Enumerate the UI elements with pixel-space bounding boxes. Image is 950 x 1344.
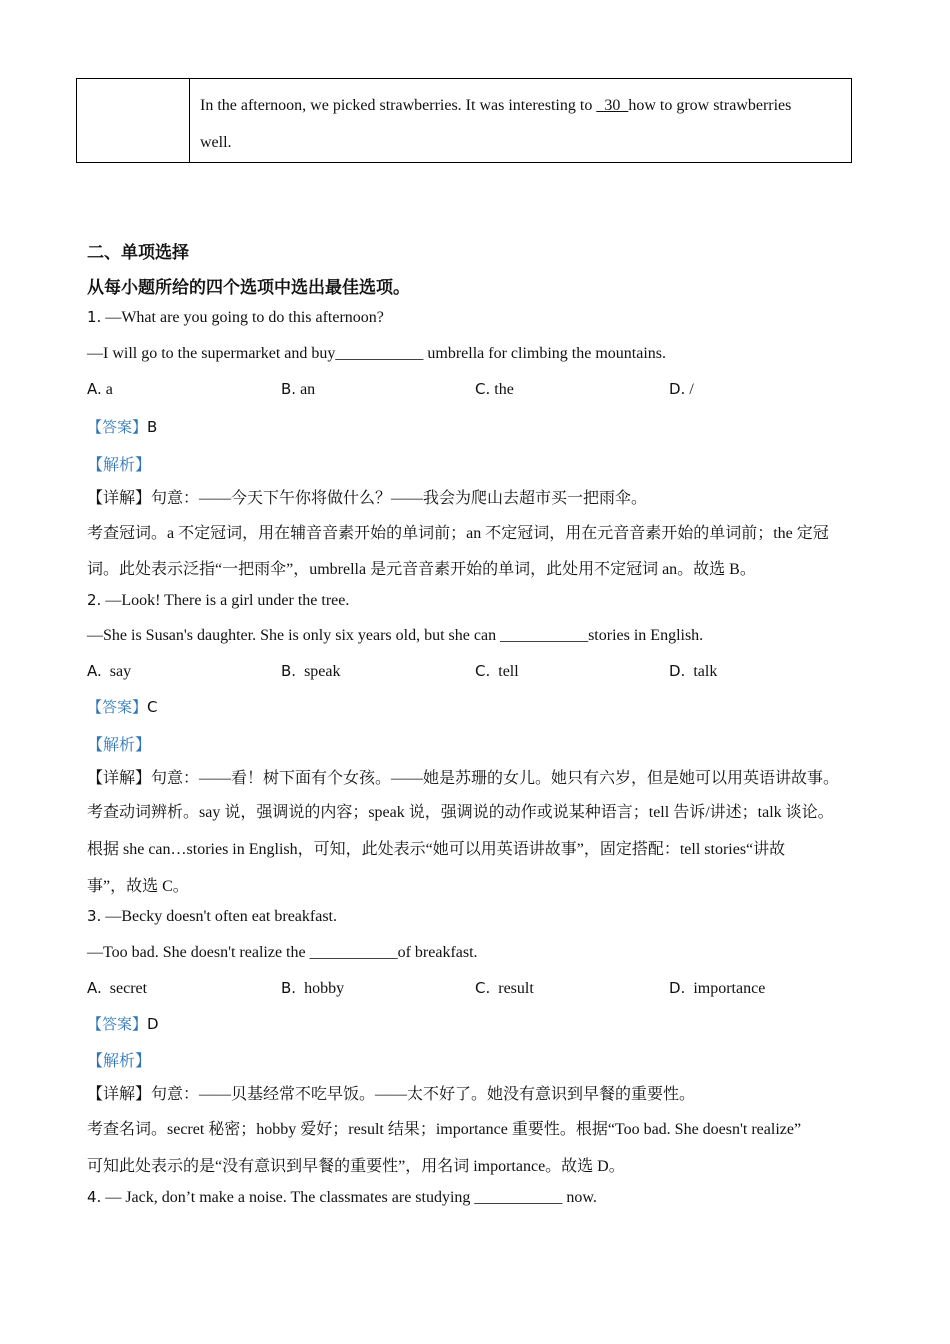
q3-option-d[interactable]: D. importance	[669, 979, 766, 997]
table-text-wrap: well.	[200, 134, 232, 151]
q1-detail-3: 词。此处表示泛指“一把雨伞”，umbrella 是元音音素开始的单词，此处用不定冠词 an。故选 B。	[87, 561, 756, 578]
q1-option-c[interactable]: C. the	[475, 380, 514, 398]
question-2-line1	[87, 591, 349, 610]
q2-option-a[interactable]: A. say	[87, 662, 132, 680]
q3-detail-3: 可知此处表示的是“没有意识到早餐的重要性”，用名词 importance。故选 D。	[87, 1158, 625, 1175]
q2-option-d[interactable]: D. talk	[669, 662, 718, 680]
table-right-cell	[190, 79, 851, 162]
section-heading: 二、单项选择	[87, 243, 189, 263]
question-3-line1	[87, 907, 337, 926]
question-4-line1	[87, 1188, 597, 1207]
q2-answer: 【答案】C	[87, 698, 158, 716]
q2-detail-2: 考查动词辨析。say 说，强调说的内容；speak 说，强调说的动作或说某种语言；tell 告诉/讲述；talk 谈论。	[87, 804, 834, 821]
q3-option-a[interactable]: A. secret	[87, 979, 148, 997]
question-1-line1	[87, 308, 384, 327]
q1-option-d[interactable]: D. /	[669, 380, 694, 398]
question-3-number: 3.	[87, 907, 102, 925]
table-left-cell	[77, 79, 190, 162]
q1-detail-2: 考查冠词。a 不定冠词，用在辅音音素开始的单词前；an 不定冠词，用在元音音素开始的单词前；the 定冠	[87, 525, 829, 542]
q1-analysis-label: 【解析】	[87, 457, 152, 474]
question-4-prompt: — Jack, don’t make a noise. The classmates are studying ___________ now.	[105, 1189, 597, 1206]
question-2-line2: —She is Susan's daughter. She is only six years old, but she can ___________stories in English.	[87, 627, 704, 644]
q3-answer: 【答案】D	[87, 1015, 159, 1033]
q3-detail-2: 考查名词。secret 秘密；hobby 爱好；result 结果；importance 重要性。根据“Too bad. She doesn't realize”	[87, 1121, 802, 1138]
q1-answer: 【答案】B	[87, 418, 158, 436]
question-3-prompt: —Becky doesn't often eat breakfast.	[105, 908, 337, 925]
q2-option-c[interactable]: C. tell	[475, 662, 519, 680]
q2-detail-3: 根据 she can…stories in English，可知，此处表示“她可以用英语讲故事”，固定搭配：tell stories“讲故	[87, 841, 786, 858]
question-1-number: 1.	[87, 308, 102, 326]
q1-detail-1: 【详解】句意：——今天下午你将做什么？——我会为爬山去超市买一把雨伞。	[87, 490, 648, 507]
q2-detail-1: 【详解】句意：——看！树下面有个女孩。——她是苏珊的女儿。她只有六岁，但是她可以用英语讲故事。	[87, 770, 840, 787]
q1-option-b[interactable]: B. an	[281, 380, 316, 398]
table-text-after: how to grow strawberries	[628, 97, 792, 114]
q1-option-a[interactable]: A. a	[87, 380, 113, 398]
blank-30: 30	[596, 97, 629, 114]
q2-analysis-label: 【解析】	[87, 737, 152, 754]
q3-detail-1: 【详解】句意：——贝基经常不吃早饭。——太不好了。她没有意识到早餐的重要性。	[87, 1086, 696, 1103]
q2-detail-4: 事”，故选 C。	[87, 878, 189, 895]
q3-analysis-label: 【解析】	[87, 1053, 152, 1070]
question-3-line2: —Too bad. She doesn't realize the ___________of breakfast.	[87, 944, 478, 961]
question-2-prompt: —Look! There is a girl under the tree.	[105, 592, 350, 609]
q3-option-c[interactable]: C. result	[475, 979, 534, 997]
question-2-number: 2.	[87, 591, 102, 609]
question-4-number: 4.	[87, 1188, 102, 1206]
question-1-prompt: —What are you going to do this afternoon?	[105, 309, 384, 326]
q2-option-b[interactable]: B. speak	[281, 662, 341, 680]
question-1-line2: —I will go to the supermarket and buy___________ umbrella for climbing the mountains.	[87, 345, 667, 362]
table-text-before: In the afternoon, we picked strawberries. It was interesting to	[200, 97, 597, 114]
question-table	[76, 78, 852, 163]
section-instruction: 从每小题所给的四个选项中选出最佳选项。	[87, 278, 410, 298]
q3-option-b[interactable]: B. hobby	[281, 979, 345, 997]
